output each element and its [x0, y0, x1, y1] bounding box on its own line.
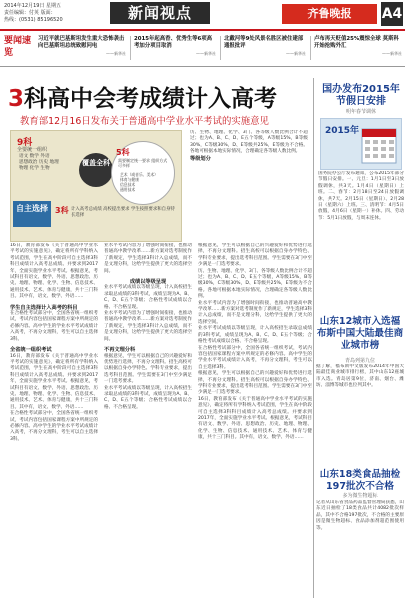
infographic-nine-label: 9科	[17, 138, 33, 148]
five-item: 信息技术	[120, 182, 136, 187]
page-header	[0, 0, 405, 28]
brief-item[interactable]	[38, 36, 126, 57]
section-heading: 不再文理分科	[104, 347, 136, 354]
paragraph: 16日，教育部发布《关于普通高中学业水平考试的实施意见》，确定将所有学科纳入考试范围，学生在高中阶段可自主选择3科科目成绩计入高考总成绩。并要求到2017年，全面实施学业水平考试。根据意见，考试科目有语文、数学、外语、思想政治、历史、地理、物理、化学、生物、信息技术、通用技术、艺术、体育与健康，共十三门科目。其中有，语文、数学、外语……	[10, 243, 98, 300]
brief-item[interactable]	[134, 36, 216, 57]
brief-item-text: 2015年起高香、优秀生等6项高考加分项目取消	[134, 36, 213, 49]
infographic-self-select: 自主选择	[13, 201, 51, 227]
brief-item-source: ——新华社	[286, 51, 306, 56]
main-headline[interactable]	[8, 84, 313, 114]
brief-label: 要闻速览	[4, 36, 32, 58]
newspaper-logo: 齐鲁晚报	[282, 4, 377, 24]
brief-item-source: ——新华社	[106, 51, 126, 56]
subject: 数学	[29, 154, 39, 159]
section-heading: 等级划分	[190, 155, 211, 162]
calendar-image	[320, 118, 402, 170]
article-text-col3	[190, 130, 308, 240]
headline-number: 3	[8, 86, 25, 112]
header-meta	[4, 3, 99, 24]
brief-item[interactable]	[224, 36, 306, 57]
brief-item-text: 北戴河等9处风景名胜区被住建部通报批评	[224, 36, 304, 49]
infographic-three-label: 3科	[55, 206, 69, 215]
brief-item-source: ——新华社	[196, 51, 216, 56]
page-number: A4	[381, 2, 403, 26]
subject: 物理	[19, 166, 29, 171]
paragraph: 在合格性考试部分中，全国各省统一组织考试，考试内容包括国家课程方案中所规定的必修内容。高中学生的学业水平考试成绩计入高考，不再分文理科，考生可以自主选择3科。	[10, 311, 98, 342]
paragraph: 根据意见，学生可以根据自己的兴趣爱好和优势进行选择，不再分文理科。招生高校可以根据自身办学特色、学科专业要求，提出选考科目范围。学生需要在3门中至少满足一门选考要求。	[198, 371, 312, 396]
paragraph: 业水平考试内容为了增强时间衔接，也推动普通高中教学改革……新方案对选考制度作了新规定，学生选择3科计入总成绩，而不是文理分科，这给学生提供了更大的选择空间。	[198, 300, 312, 325]
section-title: 新闻视点	[110, 2, 210, 24]
story-body: 记者从山东省食品药品监督管理局获悉，山东近日抽检了18类食品共计4082批次样品，其中不合格197批次，不合格的主要原因是微生物超标、食品添加剂超范围使用等。	[316, 500, 404, 531]
infographic-five-circle	[111, 141, 175, 205]
story-headline[interactable]: 山东18类食品抽检197批次不合格	[319, 469, 401, 492]
paragraph: 历、生物、地理、化学、3门、各等级人数比例合计不超过；也为A、B、C、D、E五个等级，A等级15%，B等级30%，C等级30%，D、E等级共25%，E等级为不合格。各地可根据本地实际情况，合理确定各等级人数比例。	[190, 130, 308, 155]
subject: 化学	[29, 166, 39, 171]
subject: 生物	[40, 166, 50, 171]
divider	[220, 36, 221, 60]
section-heading: 成绩以等级呈现	[129, 279, 167, 286]
header-contact: 热线：(0531) 85196520	[4, 17, 63, 23]
paragraph: 业水平考试成绩以等级呈现，计入高校招生录取总成绩的3科考试，成绩呈现为A、B、C、D、E五个等级；合格性考试成绩以合格、不合格呈现。	[198, 326, 312, 345]
paragraph: 业水平考试内容为了增强时间衔接，也推动普通高中教学改革……新方案对选考制度作了新规定，学生选择3科计入总成绩，而不是文理分科，这给学生提供了更大的选择空间。	[104, 311, 192, 342]
paragraph: 业水平考试成绩以等级呈现，计入高校招生录取总成绩的3科考试，成绩呈现为A、B、C、D、E五个等级；合格性考试成绩以合格、不合格呈现。	[104, 385, 192, 410]
infographic-center-circle: 覆盖全科	[79, 153, 113, 187]
headline-text: 科高中会考成绩计入高考	[24, 86, 278, 112]
paragraph: 根据意见，学生可以根据自己的兴趣爱好和优势进行选择，不再分文理科。招生高校可以根据自身办学特色、学科专业要求，提出选考科目范围。学生需要在3门中至少满足一门选考要求。	[198, 243, 312, 268]
subject: 历史	[38, 160, 49, 165]
divider	[310, 36, 311, 60]
infographic-five-label: 5科	[116, 148, 130, 157]
five-item: 通用技术	[120, 187, 136, 192]
five-item: 体育与健康	[120, 177, 139, 182]
five-item: 艺术（或音乐、美术）	[120, 172, 158, 177]
header-rule	[0, 29, 405, 31]
paragraph: 在合格性考试部分中，全国各省统一组织考试，考试内容包括国家课程方案中所规定的必修内容。高中学生的学业水平考试成绩计入高考，不再分文理科，考生可以自主选择3科。	[10, 411, 98, 442]
paragraph: 历、生物、地理、化学、3门、各等级人数比例合计不超过；也为A、B、C、D、E五个等级，A等级15%，B等级30%，C等级30%，D、E等级共25%，E等级为不合格。各地可根据本地实际情况，合理确定各等级人数比例。	[198, 268, 312, 300]
main-subhead: 教育部12月16日发布关于普通高中学业水平考试的实施意见	[20, 116, 269, 127]
subject: 思想政治	[19, 160, 38, 165]
story-subhead: 青岛列第九位	[344, 358, 375, 364]
brief-item-text: 习近平就巴基斯坦发生重大恐怖袭击向巴基斯坦总统致慰问电	[38, 36, 125, 49]
brief-item-text: 卢布再天贬值25%震惊全球 莫斯科开始抢购外汇	[314, 36, 399, 49]
subject: 外语	[40, 154, 50, 159]
column-divider	[313, 78, 314, 598]
article-text-col1	[10, 243, 98, 593]
story-headline[interactable]: 山东12城市入选福布斯中国大陆最佳商业城市榜	[316, 316, 404, 351]
brief-item-source: ——新华社	[382, 51, 402, 56]
infographic-three-desc: 计入高考总成绩 高校提出要求 学生按照要求和自身特长选择	[71, 207, 175, 218]
divider	[130, 36, 131, 60]
story-body: 国务院办公厅发布通知，公布2015年部分节假日安排。一、元旦：1月1日至3日放假调休，共3天。1月4日（星期日）上班。二、春节：2月18日至24日放假调休，共7天。2月15日（星期日）、2月28日（星期六）上班。三、清明节：4月5日放假，4月6日（星期一）补休。四、劳动节：5月1日放假，与周末连休。	[318, 171, 404, 221]
subject: 地理	[49, 160, 59, 165]
story-subhead: 多为微生物超标	[342, 493, 378, 499]
brief-item[interactable]	[314, 36, 402, 57]
story-headline[interactable]: 国办发布2015年节假日安排	[322, 84, 400, 107]
paragraph: 16日，教育部发布《关于普通高中学业水平考试的实施意见》，确定将所有学科纳入考试范围，学生在高中阶段可自主选择3科科目成绩计入高考总成绩。并要求到2017年，全面实施学业水平考试。根据意见，考试科目有语文、数学、外语、思想政治、历史、地理、物理、化学、生物、信息技术、通用技术、艺术、体育与健康，共十三门科目。其中有，语文、数学、外语……	[10, 353, 98, 410]
header-date: 2014年12月19日 星期五	[4, 3, 62, 9]
article-text-col2	[104, 243, 192, 593]
paragraph: 业水平考试内容为了增强时间衔接，也推动普通高中教学改革……新方案对选考制度作了新规定，学生选择3科计入总成绩，而不是文理分科，这给学生提供了更大的选择空间。	[104, 243, 192, 274]
section-heading: 学生自主选择计入高考的科目	[10, 304, 78, 311]
story-subhead: 明年春节调休	[345, 109, 376, 115]
paragraph: 在合格性考试部分中，全国各省统一组织考试，考试内容包括国家课程方案中所规定的必修内容。高中学生的学业水平考试成绩计入高考，不再分文理科，考生可以自主选择3科。	[198, 345, 312, 370]
infographic-five-items	[120, 172, 168, 192]
story-body: 据了解，福布斯中文版发布2014年中国大陆最佳商业城市排行榜，其中山东12座城市入选。青岛居第9位，济南、烟台、潍坊、淄博等城市也位列其中。	[316, 364, 404, 389]
infographic-nine-sub: 全要统一组织	[17, 147, 48, 153]
paragraph: 根据意见，学生可以根据自己的兴趣爱好和优势进行选择，不再分文理科。招生高校可以根据自身办学特色、学科专业要求，提出选考科目范围。学生需要在3门中至少满足一门选考要求。	[104, 353, 192, 385]
subject: 语文	[19, 154, 29, 159]
calendar-year: 2015年	[325, 126, 360, 136]
article-text-col4	[198, 243, 312, 593]
paragraph: 16日，教育部发布《关于普通高中学业水平考试的实施意见》，确定将所有学科纳入考试范围，学生在高中阶段可自主选择3科科目成绩计入高考总成绩。并要求到2017年，全面实施学业水平考试。根据意见，考试科目有语文、数学、外语、思想政治、历史、地理、物理、化学、生物、信息技术、通用技术、艺术、体育与健康，共十三门科目。其中有，语文、数学、外语……	[198, 396, 312, 441]
calendar-icon	[361, 125, 397, 165]
subjects-infographic	[10, 130, 182, 242]
divider	[0, 66, 405, 67]
paragraph: 业水平考试成绩以等级呈现，计入高校招生录取总成绩的3科考试，成绩呈现为A、B、C、D、E五个等级；合格性考试成绩以合格、不合格呈现。	[104, 285, 192, 310]
section-heading: 全省统一组织考试	[10, 347, 52, 354]
header-editor: 责任编辑：付英 版面：	[4, 10, 56, 16]
infographic-subject-list	[19, 154, 77, 172]
infographic-five-desc: 需要制定统一要求 组织方式可多样	[118, 158, 168, 168]
